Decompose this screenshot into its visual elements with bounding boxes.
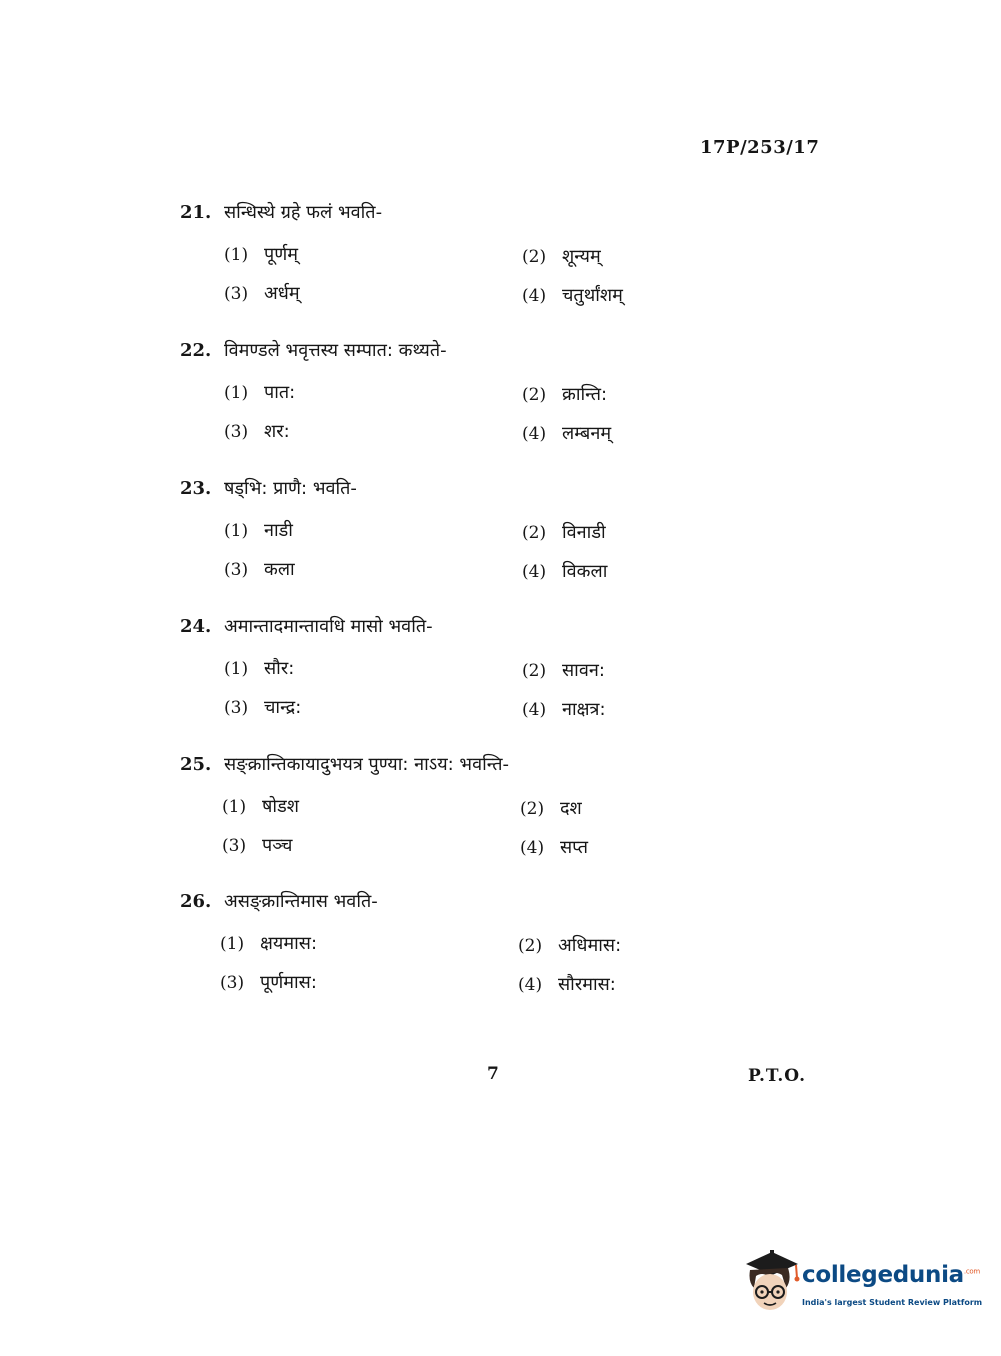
option-text: पूर्णम् [264,244,299,265]
logo-tagline: India's largest Student Review Platform [802,1298,983,1307]
option-text: विनाडी [562,522,606,543]
option-1 [224,380,295,404]
question-text: सन्धिस्थे ग्रहे फलं भवति- [224,202,383,223]
option-text: षोडश [262,796,299,817]
option-number: (3) [224,284,249,304]
option-4 [520,835,588,859]
option-number: (4) [522,562,547,582]
option-text: पञ्च [262,835,293,856]
question-text: असङ्क्रान्तिमास भवति- [224,891,378,912]
option-2 [518,933,621,957]
option-text: सावन: [562,660,605,681]
question-text: विमण्डले भवृत्तस्य सम्पात: कथ्यते- [224,340,447,361]
option-text: क्रान्ति: [562,384,608,405]
option-4 [522,421,611,445]
option-number: (4) [518,975,543,995]
option-number: (2) [520,799,545,819]
option-text: विकला [562,561,608,582]
option-text: चतुर्थांशम् [562,285,623,306]
question-number: 21. [180,202,212,223]
option-4 [522,283,623,307]
option-1 [222,794,299,818]
option-number: (1) [224,659,249,679]
option-4 [522,697,606,721]
option-text: अर्धम् [264,283,300,304]
option-2 [520,796,582,820]
option-text: अधिमास: [558,935,622,956]
pto-label: P.T.O. [748,1066,806,1086]
option-number: (2) [522,523,547,543]
option-text: शून्यम् [562,246,601,267]
option-3 [222,833,292,857]
option-text: पात: [264,382,296,403]
option-text: क्षयमास: [260,933,318,954]
option-text: सप्त [560,837,588,858]
option-text: दश [560,798,582,819]
option-text: चान्द्र: [264,697,302,718]
question-number: 22. [180,340,212,361]
option-text: कला [264,559,295,580]
option-2 [522,658,605,682]
option-number: (4) [522,286,547,306]
option-3 [224,695,301,719]
question-stem [180,752,509,776]
option-2 [522,244,601,268]
option-number: (2) [522,385,547,405]
option-number: (1) [222,797,247,817]
option-text: लम्बनम् [562,423,612,444]
option-number: (2) [522,247,547,267]
option-2 [522,520,606,544]
option-number: (4) [522,424,547,444]
question-number: 25. [180,754,212,775]
option-text: नाक्षत्र: [562,699,606,720]
option-4 [518,972,616,996]
question-stem [180,614,433,638]
question-text: सङ्क्रान्तिकायादुभयत्र पुण्या: नाऽय: भवन्ति- [224,754,510,775]
option-3 [224,557,295,581]
question-number: 23. [180,478,212,499]
option-number: (3) [224,560,249,580]
question-number: 24. [180,616,212,637]
question-stem [180,200,382,224]
option-1 [220,931,317,955]
option-3 [224,281,300,305]
question-text: अमान्तादमान्तावधि मासो भवति- [224,616,433,637]
option-number: (2) [518,936,543,956]
option-number: (3) [224,698,249,718]
logo-wordmark: collegedunia$^{.com}$ [802,1262,980,1288]
option-text: नाडी [264,520,293,541]
option-3 [224,419,290,443]
question-stem [180,338,447,362]
student-mascot-icon [742,1248,800,1314]
question-text: षड्भि: प्राणै: भवति- [224,478,357,499]
option-2 [522,382,607,406]
option-number: (1) [224,245,249,265]
option-number: (4) [522,700,547,720]
collegedunia-logo [742,1248,983,1318]
question-stem [180,476,357,500]
option-text: शर: [264,421,290,442]
question-stem [180,889,378,913]
option-text: पूर्णमास: [260,972,317,993]
page-number: 7 [487,1064,499,1084]
option-3 [220,970,317,994]
option-number: (3) [220,973,245,993]
option-text: सौरमास: [558,974,616,995]
option-1 [224,242,298,266]
page-code: 17P/253/17 [700,137,820,158]
option-1 [224,518,293,542]
option-number: (4) [520,838,545,858]
option-number: (1) [224,521,249,541]
option-number: (3) [224,422,249,442]
option-text: सौर: [264,658,295,679]
option-4 [522,559,607,583]
logo-dotcom: .com [963,1267,980,1276]
question-number: 26. [180,891,212,912]
option-number: (3) [222,836,247,856]
option-number: (1) [224,383,249,403]
option-number: (1) [220,934,245,954]
option-number: (2) [522,661,547,681]
option-1 [224,656,294,680]
